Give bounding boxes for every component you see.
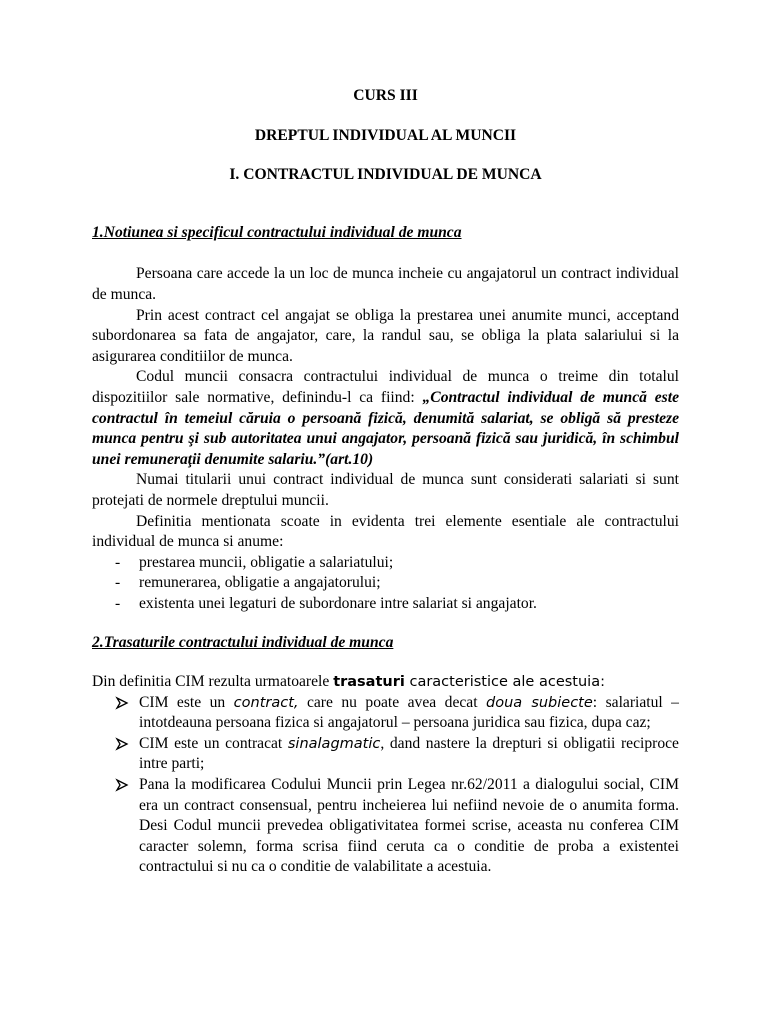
document-page: [92, 86, 679, 878]
features-keyword: trasaturi: [333, 674, 405, 691]
dash-bullet: -: [115, 574, 121, 592]
dash-bullet: -: [115, 594, 121, 612]
list-item: [92, 553, 679, 574]
paragraph-1: Persoana care accede la un loc de munca incheie cu angajatorul un contract individual de munca.: [92, 265, 679, 303]
list-item-text: existenta unei legaturi de subordonare intre salariat si angajator.: [139, 594, 537, 612]
elements-list: [92, 553, 679, 615]
paragraph-4: Numai titularii unui contract individual de munca sunt considerati salariati si sunt protejati de normele dreptului muncii.: [92, 471, 679, 509]
feature-term: sinalagmatic: [287, 735, 381, 752]
features-intro-text: Din definitia CIM rezulta urmatoarele: [92, 673, 334, 691]
list-item: [92, 734, 679, 775]
section-title: I. CONTRACTUL INDIVIDUAL DE MUNCA: [229, 166, 542, 184]
list-item-text: remunerarea, obligatie a angajatorului;: [139, 574, 381, 592]
feature-text: Pana la modificarea Codului Muncii prin Legea nr.62/2011 a dialogului social, CIM era un contract consensual, pentru incheierea lui nefiind nevoie de o anumita forma. Desi Codul muncii prevedea obligativitatea formei scrise, aceasta nu conferea CIM caracter solemn, forma scrisa fiind ceruta ca o conditie de proba a existentei contractului si nu ca o conditie de valabilitate a acestuia.: [139, 776, 679, 876]
arrow-bullet-icon: [115, 737, 129, 751]
paragraph-3: [92, 367, 679, 470]
arrow-bullet-icon: [115, 778, 129, 792]
list-item: [92, 693, 679, 734]
feature-term: contract,: [233, 694, 299, 711]
subsection-heading-1: 1.Notiunea si specificul contractului individual de munca: [92, 223, 462, 241]
paragraph-5: Definitia mentionata scoate in evidenta trei elemente esentiale ale contractului individual de munca si anume:: [92, 512, 679, 551]
chapter-title: DREPTUL INDIVIDUAL AL MUNCII: [254, 126, 517, 144]
definition-quote: „Contractul individual de muncă este contractul în temeiul căruia o persoană fizică, denumită salariat, se obligă să presteze munca pentru şi sub autoritatea unui angajator, persoană fizică sau juridică, în schimbul unei remuneraţii denumite salariu.”(art.10): [92, 388, 679, 468]
features-list: [92, 693, 679, 878]
feature-text: CIM este un: [139, 693, 234, 711]
paragraph-3-text: Codul muncii consacra contractului individual de munca o treime din totalul dispozitiilor sale normative, definindu-l ca fiind:: [92, 368, 679, 406]
features-intro: [92, 672, 679, 693]
list-item: [92, 775, 679, 878]
list-item: [92, 573, 679, 594]
feature-text: care nu poate avea decat: [298, 693, 486, 711]
course-title: CURS III: [353, 87, 418, 104]
paragraph-2: Prin acest contract cel angajat se obliga la prestarea unei anumite munci, acceptand subordonarea sa fata de angajator, care, la randul sau, se obliga la plata salariului si la asigurarea conditiilor de munca.: [92, 306, 679, 365]
feature-text: : salariatul – intotdeauna persoana fizica si angajatorul – persoana juridica sau fizica, dupa caz;: [139, 693, 679, 732]
arrow-bullet-icon: [115, 696, 129, 710]
list-item: [92, 594, 679, 615]
feature-text: , dand nastere la drepturi si obligatii reciproce intre parti;: [139, 734, 679, 773]
feature-term: doua subiecte: [486, 694, 593, 711]
list-item-text: prestarea muncii, obligatie a salariatului;: [139, 553, 394, 571]
features-intro-tail: caracteristice ale acestuia:: [404, 674, 605, 691]
dash-bullet: -: [115, 553, 121, 571]
feature-text: CIM este un contracat: [139, 734, 288, 752]
subsection-heading-2: 2.Trasaturile contractului individual de munca: [92, 634, 394, 652]
